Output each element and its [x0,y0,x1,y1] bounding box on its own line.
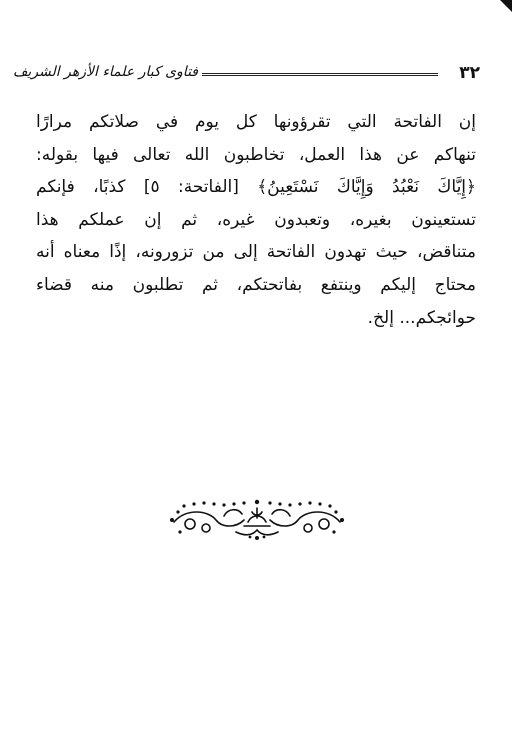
body-line [36,236,476,269]
body-text-segment: حوائجكم... إلخ. [367,307,476,328]
body-text-segment: إن الفاتحة التي تقرؤونها كل يوم في صلاتكم مرارًا [36,112,476,132]
body-line [36,204,476,237]
corner-mark-icon [496,0,512,12]
floral-divider-icon [164,496,350,542]
header-rule [202,73,438,76]
body-line [36,106,476,139]
body-line [36,171,476,204]
body-text-segment: محتاج إليكم وينتفع بفاتحتكم، ثم تطلبون منه قضاء [36,274,476,295]
body-line [36,139,476,172]
body-text-segment: تنهاكم عن هذا العمل، تخاطبون الله تعالى فيها بقوله: [36,144,476,165]
body-text-segment: متناقض، حيث تهدون الفاتحة إلى من تزورونه، إذًا معناه أنه [36,242,476,263]
verse-citation: [الفاتحة: ٥] كذبًا، فإنكم [36,177,258,198]
body-line [36,302,476,335]
body-text [36,106,476,334]
page-header [12,62,480,86]
body-text-segment: تستعينون بغيره، وتعبدون غيره، ثم إن عملكم هذا [36,209,476,230]
quran-verse: ﴿إِيَّاكَ نَعْبُدُ وَإِيَّاكَ نَسْتَعِينُ﴾ [257,177,476,198]
body-line [36,269,476,302]
running-title: فتاوى كبار علماء الأزهر الشريف [12,64,198,80]
page-number: ٣٢ [459,63,480,83]
